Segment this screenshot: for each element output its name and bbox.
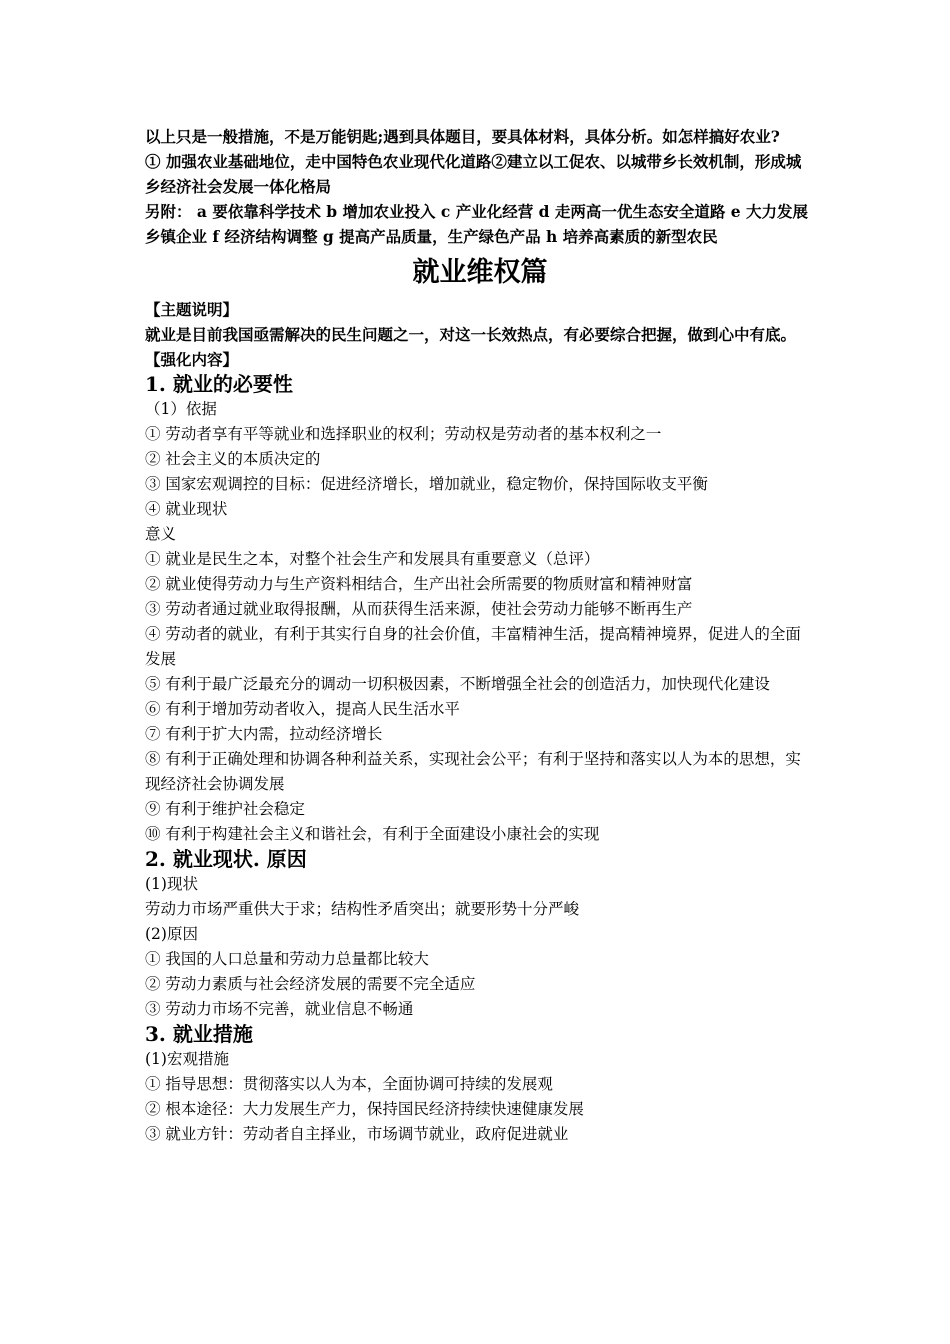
- basis-item-3: ③ 国家宏观调控的目标：促进经济增长，增加就业，稳定物价，保持国际收支平衡: [145, 475, 708, 493]
- meaning-item-9: ⑨ 有利于维护社会稳定: [145, 800, 305, 818]
- section-3-heading: 3. 就业措施: [145, 1022, 253, 1046]
- meaning-item-10: ⑩ 有利于构建社会主义和谐社会，有利于全面建设小康社会的实现: [145, 825, 600, 843]
- theme-label: 【主题说明】: [145, 300, 239, 319]
- intro-paragraph-2: ① 加强农业基础地位，走中国特色农业现代化道路②建立以工促农、以城带乡长效机制，形成城乡经济社会发展一体化格局: [145, 152, 802, 196]
- section-2-status-text: 劳动力市场严重供大于求；结构性矛盾突出；就要形势十分严峻: [145, 900, 580, 918]
- section-1-heading: 1. 就业的必要性: [145, 372, 293, 396]
- section-1-basis-label: （1）依据: [145, 400, 217, 418]
- document-page: [145, 124, 815, 1147]
- meaning-item-2: ② 就业使得劳动力与生产资料相结合，生产出社会所需要的物质财富和精神财富: [145, 575, 693, 593]
- meaning-item-7: ⑦ 有利于扩大内需，拉动经济增长: [145, 725, 383, 743]
- content-label: 【强化内容】: [145, 350, 239, 369]
- meaning-item-4: ④ 劳动者的就业，有利于其实行自身的社会价值，丰富精神生活，提高精神境界，促进人的全面发展: [145, 625, 801, 668]
- basis-item-2: ② 社会主义的本质决定的: [145, 450, 321, 468]
- section-1-meaning-label: 意义: [145, 525, 177, 543]
- section-2-heading: 2. 就业现状. 原因: [145, 847, 307, 871]
- section-2-status-label: (1)现状: [145, 875, 198, 893]
- cause-item-3: ③ 劳动力市场不完善，就业信息不畅通: [145, 1000, 414, 1018]
- theme-text: 就业是目前我国亟需解决的民生问题之一，对这一长效热点，有必要综合把握，做到心中有底。: [145, 325, 797, 344]
- meaning-item-3: ③ 劳动者通过就业取得报酬，从而获得生活来源，使社会劳动力能够不断再生产: [145, 600, 693, 618]
- meaning-item-8: ⑧ 有利于正确处理和协调各种利益关系，实现社会公平；有利于坚持和落实以人为本的思想，实现经济社会协调发展: [145, 750, 801, 793]
- meaning-item-6: ⑥ 有利于增加劳动者收入，提高人民生活水平: [145, 700, 460, 718]
- basis-item-1: ① 劳动者享有平等就业和选择职业的权利；劳动权是劳动者的基本权利之一: [145, 425, 662, 443]
- page-title: 就业维权篇: [412, 257, 548, 288]
- basis-item-4: ④ 就业现状: [145, 500, 228, 518]
- meaning-item-1: ① 就业是民生之本，对整个社会生产和发展具有重要意义（总评）: [145, 550, 600, 568]
- cause-item-2: ② 劳动力素质与社会经济发展的需要不完全适应: [145, 975, 476, 993]
- macro-item-2: ② 根本途径：大力发展生产力，保持国民经济持续快速健康发展: [145, 1100, 584, 1118]
- macro-item-3: ③ 就业方针：劳动者自主择业，市场调节就业，政府促进就业: [145, 1125, 569, 1143]
- intro-paragraph-3: 另附： a 要依靠科学技术 b 增加农业投入 c 产业化经营 d 走两高一优生态安全道路 e 大力发展乡镇企业 f 经济结构调整 g 提高产品质量，生产绿色产品 h 培养高素质的新型农民: [145, 202, 808, 246]
- section-2-cause-label: (2)原因: [145, 925, 198, 943]
- section-3-macro-label: (1)宏观措施: [145, 1050, 229, 1068]
- meaning-item-5: ⑤ 有利于最广泛最充分的调动一切积极因素，不断增强全社会的创造活力，加快现代化建设: [145, 675, 770, 693]
- intro-paragraph-1: 以上只是一般措施，不是万能钥匙;遇到具体题目，要具体材料，具体分析。如怎样搞好农业?: [145, 127, 780, 146]
- macro-item-1: ① 指导思想：贯彻落实以人为本，全面协调可持续的发展观: [145, 1075, 553, 1093]
- cause-item-1: ① 我国的人口总量和劳动力总量都比较大: [145, 950, 429, 968]
